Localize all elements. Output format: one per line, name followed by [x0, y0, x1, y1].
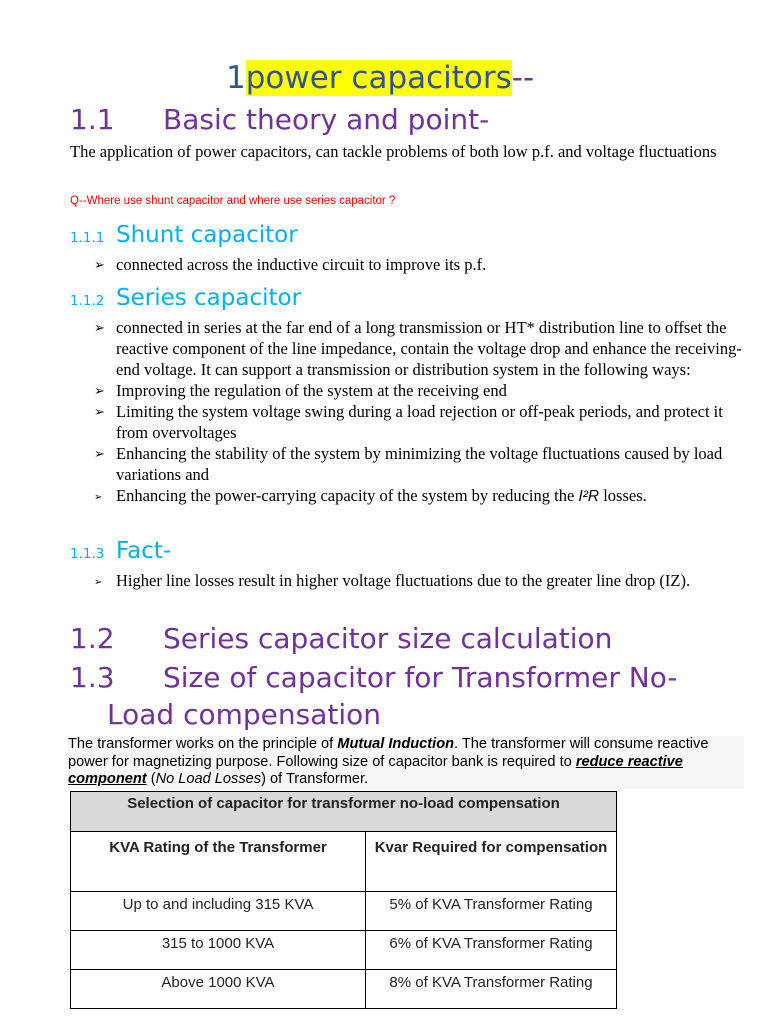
series-list	[70, 317, 750, 507]
title-text-highlighted: power capacitors	[245, 60, 512, 96]
table-caption: Selection of capacitor for transformer no-load compensation	[71, 792, 617, 832]
arrow-bullet-icon: ➢	[94, 404, 105, 419]
heading-title: Fact-	[116, 538, 172, 564]
i2r-term: I²R	[578, 488, 600, 505]
list-item: ➢ connected across the inductive circuit to improve its p.f.	[94, 255, 487, 274]
table-row	[71, 892, 617, 931]
list-item: ➢ Limiting the system voltage swing during a load rejection or off-peak periods, and protect it from overvoltages	[94, 402, 723, 442]
title-suffix: --	[511, 60, 535, 96]
heading-title: Series capacitor	[116, 285, 302, 311]
heading-title: Series capacitor size calculation	[163, 622, 613, 655]
fact-list	[70, 570, 750, 591]
heading-number: 1.1.3	[70, 546, 105, 562]
table-row	[71, 931, 617, 970]
arrow-bullet-icon: ➢	[94, 446, 105, 461]
list-item: ➢ Improving the regulation of the system at the receiving end	[94, 381, 507, 400]
table-row	[71, 970, 617, 1009]
document-title	[226, 58, 534, 98]
arrow-bullet-icon: ➢	[94, 320, 105, 335]
heading-number: 1.1.2	[70, 293, 105, 309]
arrow-bullet-icon: ➢	[94, 257, 105, 272]
title-number: 1	[226, 60, 246, 96]
heading-title: Shunt capacitor	[116, 222, 298, 248]
table-cell: 8% of KVA Transformer Rating	[366, 970, 617, 1009]
table-cell: 315 to 1000 KVA	[71, 931, 366, 970]
table-cell: 5% of KVA Transformer Rating	[366, 892, 617, 931]
heading-title: Basic theory and point-	[163, 103, 490, 136]
shunt-list	[70, 254, 750, 275]
heading-1-3-line2: Load compensation	[107, 698, 381, 731]
heading-title-line1: Size of capacitor for Transformer No-	[163, 661, 678, 694]
heading-number: 1.2	[70, 622, 115, 655]
heading-1-3	[70, 660, 677, 696]
heading-1-2	[70, 621, 612, 657]
no-load-losses-term: No Load Losses	[155, 771, 262, 788]
list-item: ➢ Higher line losses result in higher voltage fluctuations due to the greater line drop (IZ).	[70, 570, 750, 591]
intro-paragraph: The application of power capacitors, can tackle problems of both low p.f. and voltage fluctuations	[70, 142, 717, 161]
list-item: ➢ Enhancing the power-carrying capacity of the system by reducing the I²R losses.	[70, 485, 750, 507]
heading-1-1-2	[70, 285, 301, 311]
capacitor-selection-table	[70, 791, 617, 1009]
arrow-bullet-icon: ➢	[94, 383, 105, 398]
heading-1-1-1	[70, 222, 298, 248]
arrow-bullet-icon: ➢	[94, 492, 103, 503]
table-cell: Up to and including 315 KVA	[71, 892, 366, 931]
mutual-induction-term: Mutual Induction	[337, 736, 455, 752]
table-cell: Above 1000 KVA	[71, 970, 366, 1009]
heading-1-1-3	[70, 538, 171, 564]
reduce-reactive-term: reduce reactive component	[68, 753, 683, 788]
question-text: Q--Where use shunt capacitor and where use series capacitor ?	[70, 195, 396, 207]
heading-1-1	[70, 102, 489, 138]
heading-number: 1.1.1	[70, 230, 105, 246]
list-item: ➢ Enhancing the stability of the system by minimizing the voltage fluctuations caused by load variations and	[94, 444, 723, 484]
heading-number: 1.1	[70, 103, 115, 136]
transformer-paragraph: The transformer works on the principle of Mutual Induction. The transformer will consume reactive power for magnetizing purpose. Following size of capacitor bank is required to reduce reactive component (No Load Losses) of Transformer.	[68, 736, 744, 789]
heading-number: 1.3	[70, 661, 115, 694]
table-cell: 6% of KVA Transformer Rating	[366, 931, 617, 970]
arrow-bullet-icon: ➢	[94, 577, 103, 588]
table-header-kva: KVA Rating of the Transformer	[71, 832, 366, 892]
table-header-kvar: Kvar Required for compensation	[366, 832, 617, 892]
list-item: ➢ connected in series at the far end of a long transmission or HT* distribution line to offset the reactive component of the line impedance, contain the voltage drop and enhance the receiving-end voltage. It can support a transmission or distribution system in the following ways:	[94, 318, 742, 379]
